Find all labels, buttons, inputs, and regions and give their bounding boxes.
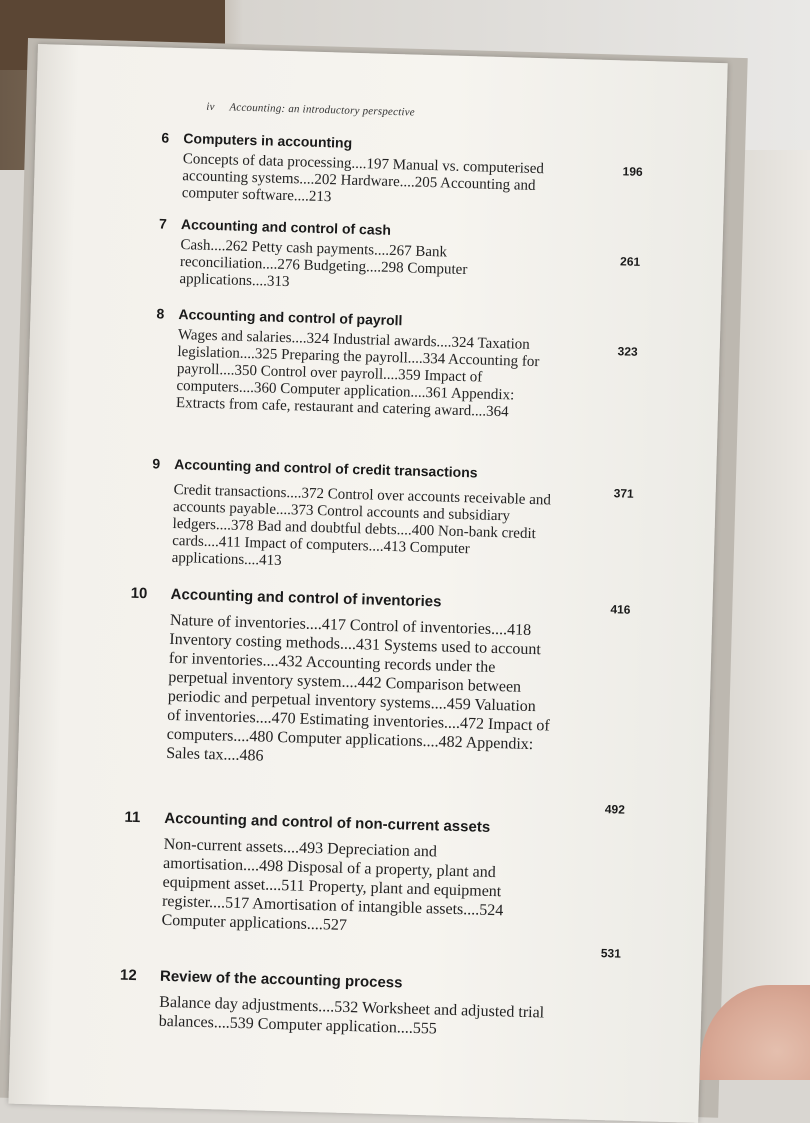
chapter-title: Computers in accounting xyxy=(183,130,353,151)
toc-entry-7 xyxy=(158,215,641,301)
chapter-number: 7 xyxy=(158,215,168,232)
running-header xyxy=(206,101,415,119)
chapter-page: 371 xyxy=(613,486,634,501)
toc-entry-8 xyxy=(156,305,638,425)
toc-entry-9 xyxy=(152,455,634,580)
toc-entry-6 xyxy=(161,129,643,215)
chapter-title: Accounting and control of payroll xyxy=(178,306,403,329)
chapter-number: 6 xyxy=(161,129,170,146)
chapter-page: 323 xyxy=(617,344,638,359)
toc-entry-10 xyxy=(130,584,631,775)
chapter-contents: Cash....262 Petty cash payments....267 Bank reconciliation....276 Budgeting....298 Computer applications....313 xyxy=(179,237,468,291)
chapter-number: 11 xyxy=(124,808,141,827)
chapter-number: 12 xyxy=(119,966,137,985)
toc-entry-11 xyxy=(124,802,626,943)
chapter-contents: Nature of inventories....417 Control of inventories....418 Inventory costing methods....431 Systems used to account for inventories....432 Accounting records under the perpetual inventory system....442 Comparison between periodic and perpetual inventory systems....459 Valuation of inventories....470 Estimating inventories....472 Impact of computers....480 Computer applications....482 Appendix: Sales tax....486 xyxy=(166,611,550,765)
chapter-contents: Concepts of data processing....197 Manual vs. computerised accounting systems....202 Hardware....205 Accounting and computer software....213 xyxy=(181,151,545,206)
chapter-contents: Non-current assets....493 Depreciation and amortisation....498 Disposal of a property, plant and equipment asset....511 Property, plant and equipment register....517 Amortisation of intangible assets....524 Computer applications....527 xyxy=(161,835,504,934)
running-title: Accounting: an introductory perspective xyxy=(229,101,415,119)
page-number-roman: iv xyxy=(206,100,215,113)
chapter-title: Accounting and control of cash xyxy=(180,216,392,238)
chapter-number: 8 xyxy=(156,305,165,322)
chapter-contents: Credit transactions....372 Control over accounts receivable and accounts payable....373 Control accounts and subsidiary ledgers....378 Bad and doubtful debts....400 Non-bank credit cards....411 Impact of computers....413 Computer applications....413 xyxy=(171,481,552,570)
chapter-contents: Balance day adjustments....532 Worksheet and adjusted trial balances....539 Computer application....555 xyxy=(158,993,545,1038)
chapter-title: Accounting and control of credit transactions xyxy=(174,455,478,481)
chapter-title: Accounting and control of non-current assets xyxy=(164,809,491,836)
chapter-number: 9 xyxy=(152,455,161,472)
chapter-page: 416 xyxy=(610,602,631,617)
chapter-number: 10 xyxy=(130,584,148,603)
chapter-title: Accounting and control of inventories xyxy=(170,585,442,611)
chapter-page: 261 xyxy=(619,254,641,269)
chapter-page: 531 xyxy=(600,946,622,961)
chapter-title: Review of the accounting process xyxy=(159,967,403,992)
book-page xyxy=(8,44,727,1123)
chapter-contents: Wages and salaries....324 Industrial awards....324 Taxation legislation....325 Preparing the payroll....334 Accounting for payroll....350 Control over payroll....359 Impact of computers....360 Computer application....361 Appendix: Extracts from cafe, restaurant and catering award....364 xyxy=(175,327,540,421)
chapter-page: 492 xyxy=(604,802,626,817)
toc-entry-12 xyxy=(119,946,622,1044)
chapter-page: 196 xyxy=(622,164,643,179)
